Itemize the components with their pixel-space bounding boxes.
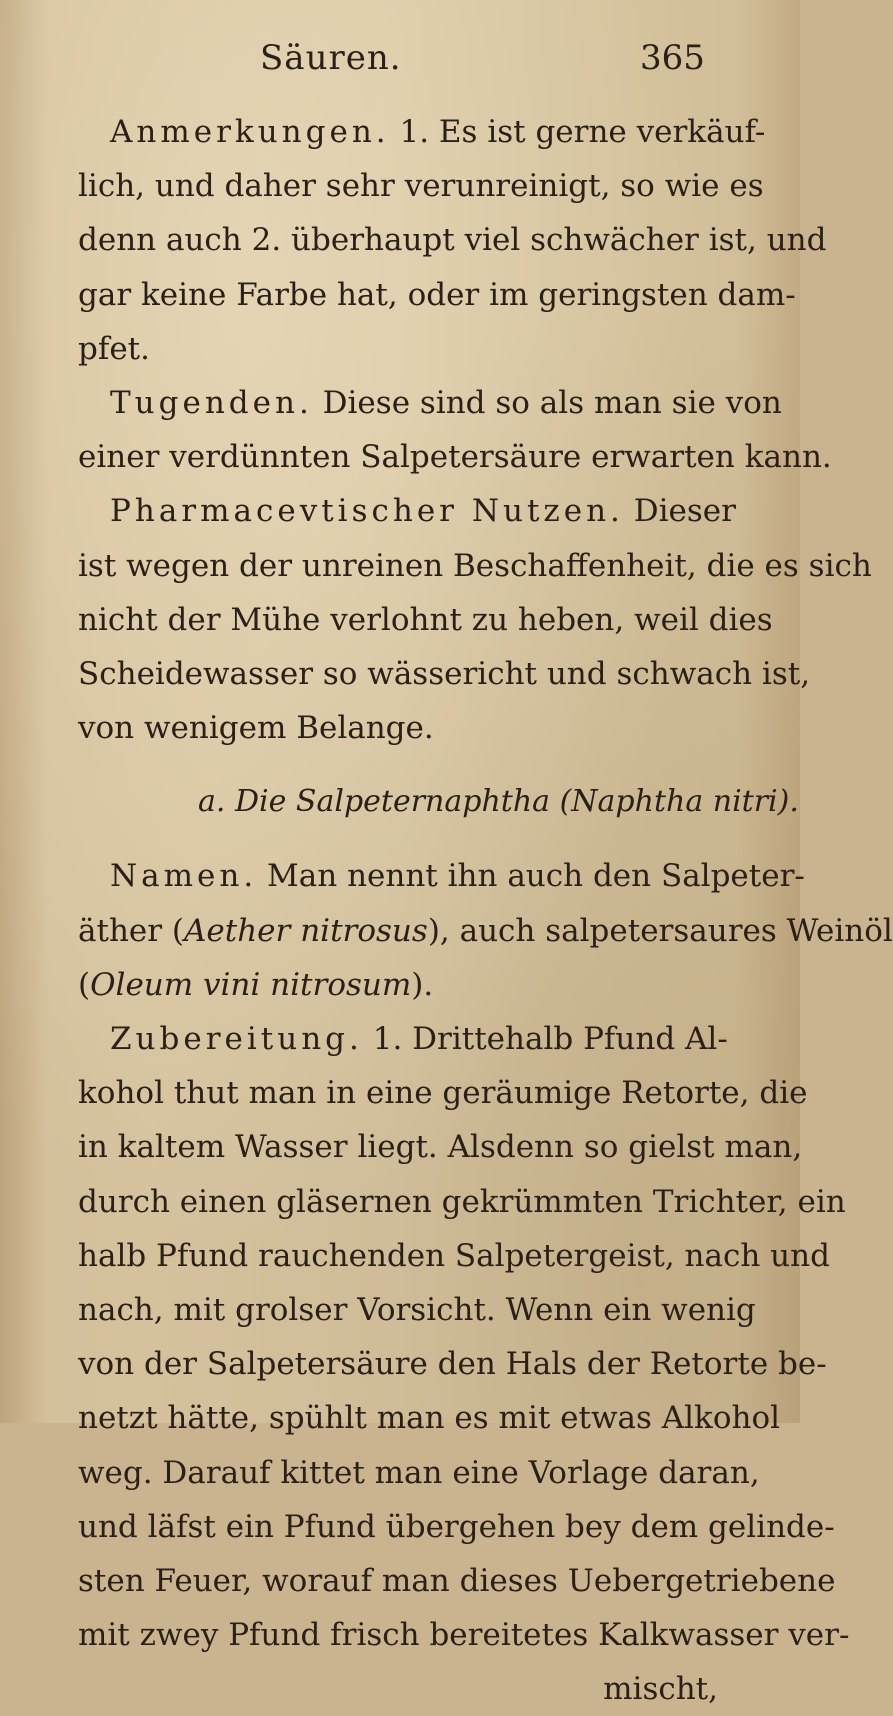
- page-number: 365: [640, 38, 705, 78]
- subsection-heading: [78, 775, 799, 829]
- text-line: [78, 1012, 778, 1066]
- section-label-nutzen: Pharmacevtischer Nutzen.: [110, 493, 624, 530]
- text-span: Diese sind so als man sie von: [312, 384, 782, 421]
- text-line: [78, 849, 805, 903]
- catchword: mischt,: [603, 1671, 718, 1708]
- text-line: [78, 484, 778, 538]
- section-label-zubereitung: Zubereitung.: [110, 1021, 363, 1057]
- text-line: weg. Darauf kittet man eine Vorlage daran,: [78, 1454, 760, 1491]
- body-text: [78, 105, 893, 1716]
- text-line: nicht der Mühe verlohnt zu heben, weil dies: [78, 601, 773, 638]
- text-line: einer verdünnten Salpetersäure erwarten kann.: [78, 439, 832, 476]
- text-line: in kaltem Wasser liegt. Alsdenn so gielst man,: [78, 1129, 803, 1166]
- text-line: und läfst ein Pfund übergehen bey dem gelinde-: [78, 1508, 835, 1545]
- text-line: [78, 958, 778, 1012]
- text-span: ), auch salpetersaures Weinöl: [427, 912, 893, 949]
- section-label-namen: Namen.: [110, 858, 258, 895]
- text-line: von wenigem Belange.: [78, 710, 434, 747]
- heading-marker: a.: [198, 784, 235, 820]
- text-line: [78, 105, 778, 159]
- latin-term: Oleum vini nitrosum: [90, 966, 412, 1003]
- text-line: sten Feuer, worauf man dieses Uebergetriebene: [78, 1562, 836, 1599]
- section-label-tugenden: Tugenden.: [110, 384, 313, 421]
- text-line: [78, 376, 782, 430]
- text-line: Scheidewasser so wässericht und schwach ist,: [78, 655, 811, 692]
- text-span: 1. Drittehalb Pfund Al-: [362, 1021, 728, 1057]
- text-span: (: [78, 966, 91, 1003]
- text-line: kohol thut man in eine geräumige Retorte, die: [78, 1075, 808, 1112]
- text-line: ist wegen der unreinen Beschaffenheit, die es sich: [78, 547, 872, 584]
- text-line: lich, und daher sehr verunreinigt, so wie es: [78, 168, 764, 205]
- page-header: [0, 38, 800, 88]
- text-line: nach, mit grolser Vorsicht. Wenn ein wenig: [78, 1291, 756, 1328]
- text-line: [78, 904, 893, 958]
- running-head: Säuren.: [260, 38, 402, 78]
- text-line: netzt hätte, spühlt man es mit etwas Alkohol: [78, 1400, 781, 1437]
- latin-term: Aether nitrosus: [184, 912, 428, 949]
- text-line: mit zwey Pfund frisch bereitetes Kalkwasser ver-: [78, 1617, 850, 1654]
- section-label-anmerkungen: Anmerkungen.: [110, 114, 390, 150]
- text-span: Man nennt ihn auch den Salpeter-: [257, 858, 805, 895]
- text-span: ).: [411, 966, 434, 1003]
- text-line: pfet.: [78, 330, 150, 367]
- text-span: äther (: [78, 912, 185, 949]
- text-span: Dieser: [623, 493, 736, 530]
- heading-title: Die Salpeternaphtha (Naphtha nitri).: [234, 784, 799, 820]
- text-line: gar keine Farbe hat, oder im geringsten dam-: [78, 276, 796, 313]
- text-line: durch einen gläsernen gekrümmten Trichter, ein: [78, 1183, 846, 1220]
- text-span: 1. Es ist gerne verkäuf-: [389, 114, 766, 150]
- text-line: denn auch 2. überhaupt viel schwächer ist, und: [78, 222, 827, 259]
- text-line: halb Pfund rauchenden Salpetergeist, nach und: [78, 1237, 830, 1274]
- text-line: von der Salpetersäure den Hals der Retorte be-: [78, 1346, 827, 1383]
